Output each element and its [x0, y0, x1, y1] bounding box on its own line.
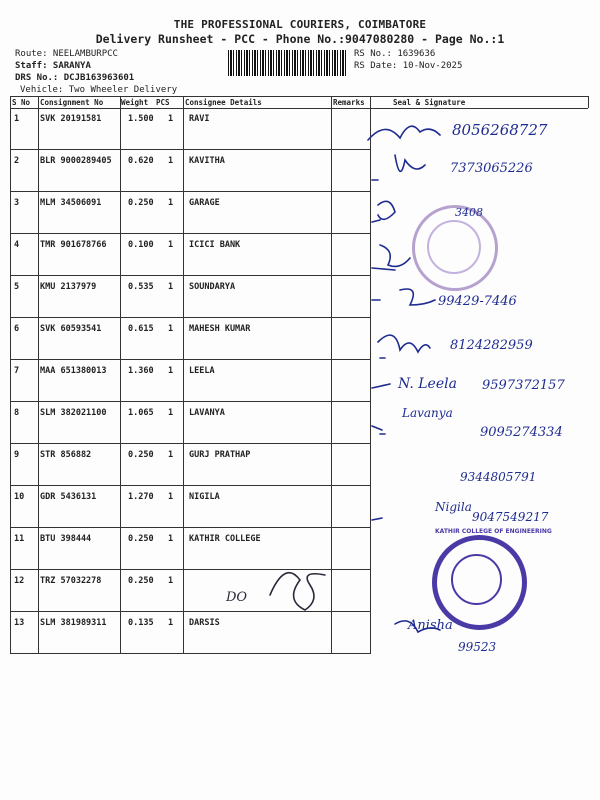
row-divider — [370, 150, 371, 192]
cell-consignee: DARSIS — [189, 618, 220, 628]
signature-stroke-2 — [372, 155, 425, 180]
row-divider — [370, 444, 371, 486]
cell-pcs: 1 — [168, 450, 174, 460]
cell-consignee: ICICI BANK — [189, 240, 241, 250]
row-divider — [183, 444, 184, 486]
row-divider — [331, 318, 332, 360]
col-divider — [370, 96, 371, 108]
row-divider — [183, 402, 184, 444]
cell-consignment: STR 856882 — [40, 450, 92, 460]
cell-weight: 0.250 — [128, 198, 154, 208]
handwritten-name-r7: N. Leela — [398, 376, 457, 392]
cell-consignment: SVK 20191581 — [40, 114, 102, 124]
row-divider — [183, 612, 184, 654]
signature-stroke-4 — [372, 245, 410, 270]
cell-sno: 9 — [14, 450, 20, 460]
row-divider — [370, 570, 371, 612]
cell-sno: 8 — [14, 408, 20, 418]
row-divider — [10, 234, 11, 276]
row-divider — [120, 234, 121, 276]
row-divider — [38, 486, 39, 528]
row-divider — [10, 528, 11, 570]
row-divider — [10, 192, 11, 234]
cell-consignee: LAVANYA — [189, 408, 225, 418]
col-header-weight: Weight — [121, 98, 149, 107]
cell-sno: 10 — [14, 492, 25, 502]
cell-weight: 0.250 — [128, 450, 154, 460]
row-divider — [10, 108, 11, 150]
cell-consignment: GDR 5436131 — [40, 492, 97, 502]
rs-date: RS Date: 10-Nov-2025 — [354, 61, 463, 71]
row-border — [10, 233, 370, 234]
handwritten-note-r3: 3408 — [455, 206, 483, 219]
cell-pcs: 1 — [168, 492, 174, 502]
row-divider — [10, 486, 11, 528]
signature-stroke-3 — [372, 201, 395, 222]
cell-weight: 1.500 — [128, 114, 154, 124]
cell-consignee: GARAGE — [189, 198, 220, 208]
col-header-pcs: PCS — [156, 98, 170, 107]
row-divider — [370, 612, 371, 654]
cell-pcs: 1 — [168, 618, 174, 628]
row-border — [10, 611, 370, 612]
row-divider — [331, 402, 332, 444]
row-divider — [331, 192, 332, 234]
row-divider — [331, 444, 332, 486]
handwritten-note-r12: DO — [226, 590, 248, 605]
cell-pcs: 1 — [168, 240, 174, 250]
col-header-consignee: Consignee Details — [185, 98, 262, 107]
rs-number: RS No.: 1639636 — [354, 49, 436, 59]
cell-sno: 4 — [14, 240, 20, 250]
cell-weight: 1.270 — [128, 492, 154, 502]
row-divider — [38, 528, 39, 570]
row-divider — [370, 360, 371, 402]
row-divider — [38, 318, 39, 360]
cell-consignee: MAHESH KUMAR — [189, 324, 251, 334]
row-divider — [120, 360, 121, 402]
col-divider — [38, 96, 39, 108]
row-divider — [183, 234, 184, 276]
handwritten-name-r13: Anisha — [408, 618, 453, 633]
handwritten-phone-r2: 7373065226 — [450, 161, 533, 176]
cell-consignment: KMU 2137979 — [40, 282, 97, 292]
row-border — [10, 653, 370, 654]
row-divider — [370, 486, 371, 528]
cell-consignment: MAA 651380013 — [40, 366, 107, 376]
row-divider — [183, 318, 184, 360]
row-divider — [183, 570, 184, 612]
cell-consignment: TMR 901678766 — [40, 240, 107, 250]
row-divider — [10, 150, 11, 192]
row-divider — [331, 150, 332, 192]
cell-consignment: SLM 382021100 — [40, 408, 107, 418]
cell-weight: 1.360 — [128, 366, 154, 376]
staff-label: Staff: SARANYA — [15, 61, 91, 71]
row-divider — [10, 570, 11, 612]
cell-consignee: KAVITHA — [189, 156, 225, 166]
row-border — [10, 359, 370, 360]
row-divider — [370, 192, 371, 234]
row-divider — [183, 360, 184, 402]
cell-weight: 0.135 — [128, 618, 154, 628]
row-divider — [120, 402, 121, 444]
row-border — [10, 485, 370, 486]
cell-consignee: LEELA — [189, 366, 215, 376]
handwritten-phone-r5: 99429-7446 — [438, 294, 517, 309]
row-divider — [38, 150, 39, 192]
row-divider — [370, 234, 371, 276]
cell-pcs: 1 — [168, 114, 174, 124]
row-border — [10, 401, 370, 402]
cell-pcs: 1 — [168, 324, 174, 334]
row-divider — [331, 108, 332, 150]
row-divider — [120, 570, 121, 612]
row-divider — [183, 192, 184, 234]
cell-weight: 0.535 — [128, 282, 154, 292]
cell-pcs: 1 — [168, 156, 174, 166]
table-top-border — [10, 96, 588, 97]
row-divider — [38, 402, 39, 444]
cell-sno: 5 — [14, 282, 20, 292]
row-divider — [38, 108, 39, 150]
vehicle-label: Vehicle: Two Wheeler Delivery — [20, 85, 178, 95]
signature-stroke-11 — [270, 573, 325, 610]
row-divider — [120, 276, 121, 318]
handwritten-phone-r7: 9597372157 — [482, 378, 565, 393]
handwritten-phone-r6: 8124282959 — [450, 338, 533, 353]
signature-stroke-1 — [368, 126, 440, 140]
row-divider — [10, 318, 11, 360]
row-divider — [10, 402, 11, 444]
handwritten-phone-r1: 8056268727 — [452, 121, 548, 139]
row-divider — [10, 612, 11, 654]
col-header-sno: S No — [12, 98, 31, 107]
cell-sno: 11 — [14, 534, 25, 544]
cell-consignee: SOUNDARYA — [189, 282, 236, 292]
row-divider — [10, 276, 11, 318]
cell-weight: 0.615 — [128, 324, 154, 334]
cell-consignment: SLM 381989311 — [40, 618, 107, 628]
cell-sno: 7 — [14, 366, 20, 376]
handwritten-phone-r9: 9344805791 — [460, 470, 537, 484]
signature-stroke-7 — [372, 384, 390, 388]
row-divider — [183, 528, 184, 570]
row-divider — [120, 444, 121, 486]
row-divider — [370, 108, 371, 150]
signature-stroke-5 — [372, 289, 435, 305]
row-divider — [10, 444, 11, 486]
row-border — [10, 275, 370, 276]
row-divider — [120, 318, 121, 360]
cell-consignee: GURJ PRATHAP — [189, 450, 251, 460]
row-border — [10, 569, 370, 570]
row-divider — [183, 486, 184, 528]
cell-sno: 1 — [14, 114, 20, 124]
row-divider — [120, 486, 121, 528]
col-divider — [331, 96, 332, 108]
row-border — [10, 443, 370, 444]
company-title: THE PROFESSIONAL COURIERS, COIMBATORE — [173, 18, 427, 31]
col-divider — [10, 96, 11, 108]
cell-sno: 13 — [14, 618, 25, 628]
college-seal-stamp — [432, 528, 552, 630]
row-divider — [120, 612, 121, 654]
row-divider — [10, 360, 11, 402]
row-border — [10, 317, 370, 318]
header-bottom-border — [10, 108, 588, 109]
route-label: Route: NEELAMBURPCC — [15, 49, 118, 59]
row-divider — [183, 276, 184, 318]
row-divider — [183, 108, 184, 150]
cell-sno: 12 — [14, 576, 25, 586]
row-divider — [331, 570, 332, 612]
cell-consignment: TRZ 57032278 — [40, 576, 102, 586]
handwritten-name-r10: Nigila — [435, 500, 472, 514]
col-header-remarks: Remarks — [333, 98, 365, 107]
handwritten-phone-r10: 9047549217 — [472, 510, 549, 524]
cell-weight: 1.065 — [128, 408, 154, 418]
row-divider — [331, 234, 332, 276]
cell-consignee: NIGILA — [189, 492, 220, 502]
row-divider — [120, 192, 121, 234]
row-divider — [370, 528, 371, 570]
row-border — [10, 149, 370, 150]
col-header-seal: Seal & Signature — [393, 98, 466, 107]
row-divider — [38, 444, 39, 486]
row-divider — [38, 612, 39, 654]
col-divider — [183, 96, 184, 108]
barcode — [228, 50, 348, 76]
signature-stroke-6 — [378, 335, 430, 358]
cell-consignment: BTU 398444 — [40, 534, 92, 544]
row-divider — [331, 486, 332, 528]
cell-weight: 0.620 — [128, 156, 154, 166]
cell-sno: 6 — [14, 324, 20, 334]
row-divider — [331, 528, 332, 570]
cell-sno: 2 — [14, 156, 20, 166]
row-divider — [331, 612, 332, 654]
row-divider — [120, 150, 121, 192]
cell-consignee: RAVI — [189, 114, 210, 124]
handwritten-phone-r13: 99523 — [458, 640, 497, 654]
row-divider — [38, 570, 39, 612]
cell-pcs: 1 — [168, 198, 174, 208]
drs-number: DRS No.: DCJB163963601 — [15, 73, 135, 83]
row-divider — [370, 402, 371, 444]
row-divider — [370, 318, 371, 360]
row-divider — [370, 276, 371, 318]
cell-consignment: SVK 60593541 — [40, 324, 102, 334]
cell-consignment: MLM 34506091 — [40, 198, 102, 208]
cell-consignee: KATHIR COLLEGE — [189, 534, 261, 544]
col-header-consignment: Consignment No — [40, 98, 104, 107]
handwritten-name-r8: Lavanya — [402, 406, 453, 420]
cell-weight: 0.250 — [128, 534, 154, 544]
cell-pcs: 1 — [168, 282, 174, 292]
signature-stroke-9 — [372, 518, 382, 520]
cell-sno: 3 — [14, 198, 20, 208]
row-divider — [120, 528, 121, 570]
cell-pcs: 1 — [168, 366, 174, 376]
cell-pcs: 1 — [168, 576, 174, 586]
signature-stroke-8 — [372, 426, 385, 434]
cell-pcs: 1 — [168, 534, 174, 544]
runsheet-title: Delivery Runsheet - PCC - Phone No.:9047080280 - Page No.:1 — [95, 32, 505, 46]
cell-consignment: BLR 9000289405 — [40, 156, 112, 166]
cell-pcs: 1 — [168, 408, 174, 418]
row-divider — [38, 360, 39, 402]
handwritten-phone-r8: 9095274334 — [480, 425, 563, 440]
row-divider — [120, 108, 121, 150]
row-border — [10, 527, 370, 528]
row-divider — [331, 360, 332, 402]
seal-college-name: KATHIR COLLEGE OF ENGINEERING — [435, 528, 552, 535]
row-divider — [183, 150, 184, 192]
row-border — [10, 191, 370, 192]
cell-weight: 0.250 — [128, 576, 154, 586]
cell-weight: 0.100 — [128, 240, 154, 250]
col-divider — [588, 96, 589, 108]
row-divider — [38, 234, 39, 276]
row-divider — [38, 192, 39, 234]
row-divider — [331, 276, 332, 318]
row-divider — [38, 276, 39, 318]
